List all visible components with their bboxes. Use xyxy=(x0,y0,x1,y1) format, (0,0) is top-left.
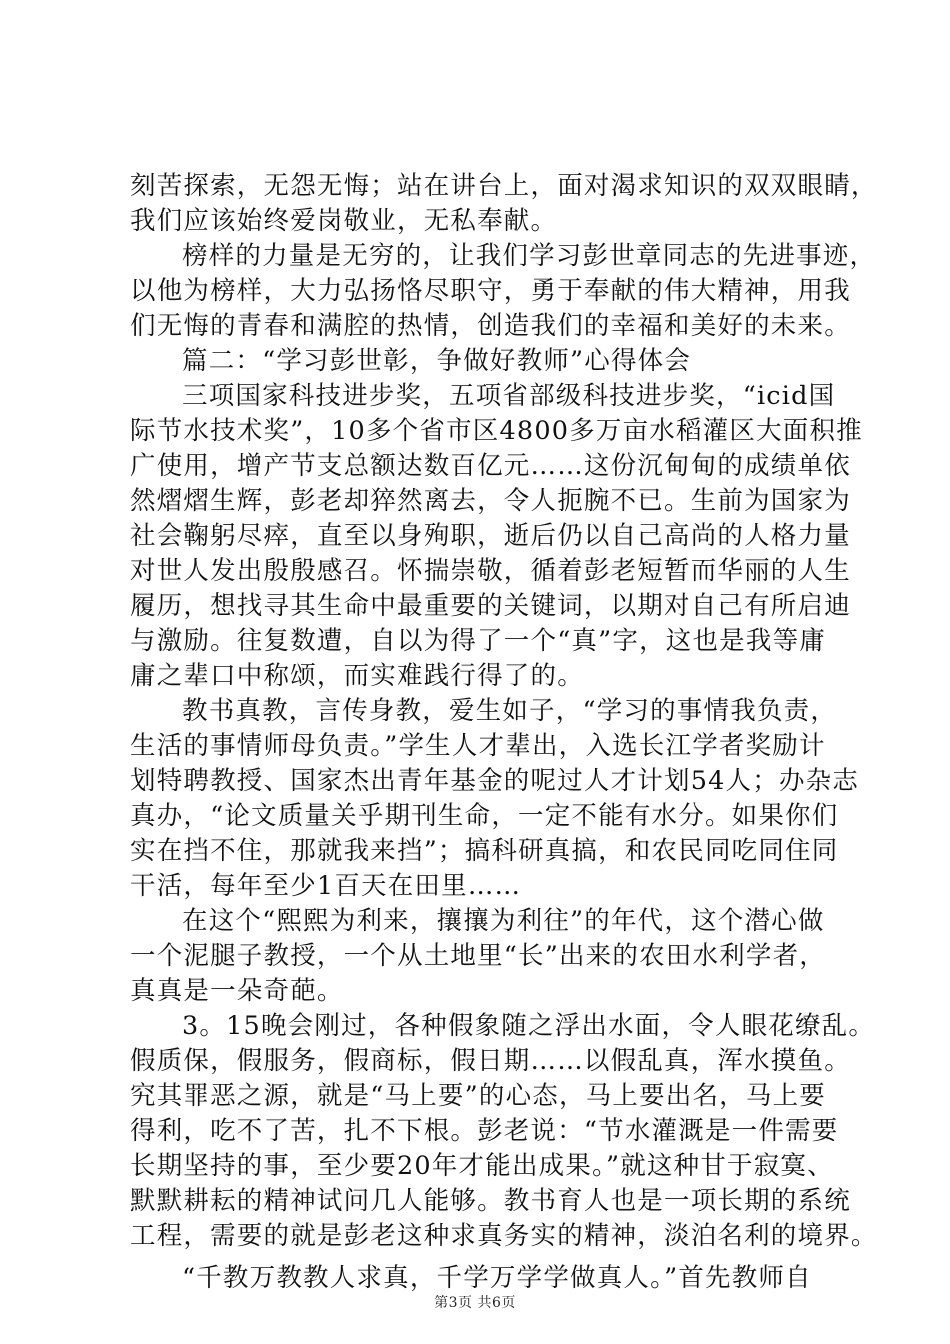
text-line: 真办，“论文质量关乎期刊生命，一定不能有水分。如果你们 xyxy=(130,801,839,831)
text-line: 一个泥腿子教授，一个从土地里“长”出来的农田水利学者， xyxy=(130,941,826,971)
text-line: 长期坚持的事，至少要20年才能出成果。”就这种甘于寂寞、 xyxy=(130,1151,834,1181)
section-heading: 篇二：“学习彭世彰，争做好教师”心得体会 xyxy=(182,346,692,376)
text-line: 生活的事情师母负责。”学生人才辈出，入选长江学者奖励计 xyxy=(130,731,826,761)
text-line: 得利，吃不了苦，扎不下根。彭老说：“节水灌溉是一件需要 xyxy=(130,1116,839,1146)
page-number-footer: 第3页 共6页 xyxy=(434,1295,516,1311)
text-line: 们无悔的青春和满腔的热情，创造我们的幸福和美好的未来。 xyxy=(130,311,851,341)
text-line: 究其罪恶之源，就是“马上要”的心态，马上要出名，马上要 xyxy=(130,1081,826,1111)
text-line: 履历，想找寻其生命中最重要的关键词，以期对自己有所启迪 xyxy=(130,591,851,621)
paragraph-start: “千教万教教人求真，千学万学学做真人。”首先教师自 xyxy=(182,1263,812,1293)
text-line: 默默耕耘的精神试问几人能够。教书育人也是一项长期的系统 xyxy=(130,1186,851,1216)
text-line: 社会鞠躬尽瘁，直至以身殉职，逝后仍以自己高尚的人格力量 xyxy=(130,521,851,551)
text-line: 然熠熠生辉，彭老却猝然离去，令人扼腕不已。生前为国家为 xyxy=(130,486,851,516)
text-line: 广使用，增产节支总额达数百亿元……这份沉甸甸的成绩单依 xyxy=(130,451,851,481)
text-line: 工程，需要的就是彭老这种求真务实的精神，淡泊名利的境界。 xyxy=(130,1221,878,1251)
text-line: 我们应该始终爱岗敬业，无私奉献。 xyxy=(130,206,558,236)
paragraph-start: 教书真教，言传身教，爱生如子，“学习的事情我负责， xyxy=(182,696,838,726)
text-line: 真真是一朵奇葩。 xyxy=(130,976,344,1006)
paragraph-start: 三项国家科技进步奖，五项省部级科技进步奖，“icid国 xyxy=(182,381,836,411)
paragraph-start: 在这个“熙熙为利来，攘攘为利往”的年代，这个潜心做 xyxy=(182,906,825,936)
text-line: 以他为榜样，大力弘扬恪尽职守，勇于奉献的伟大精神，用我 xyxy=(130,276,851,306)
paragraph-start: 榜样的力量是无穷的，让我们学习彭世章同志的先进事迹， xyxy=(182,241,877,271)
text-line: 干活，每年至少1百天在田里…… xyxy=(130,871,522,901)
paragraph-start: 3。15晚会刚过，各种假象随之浮出水面，令人眼花缭乱。 xyxy=(182,1011,876,1041)
text-line: 际节水技术奖”，10多个省市区4800多万亩水稻灌区大面积推 xyxy=(130,416,863,446)
text-line: 划特聘教授、国家杰出青年基金的呢过人才计划54人；办杂志 xyxy=(130,766,860,796)
text-line: 与激励。往复数遭，自以为得了一个“真”字，这也是我等庸 xyxy=(130,626,826,656)
text-line: 对世人发出殷殷感召。怀揣崇敬，循着彭老短暂而华丽的人生 xyxy=(130,556,851,586)
text-line: 假质保，假服务，假商标，假日期……以假乱真，浑水摸鱼。 xyxy=(130,1046,851,1076)
text-line: 庸之辈口中称颂，而实难践行得了的。 xyxy=(130,661,584,691)
text-line: 实在挡不住，那就我来挡”；搞科研真搞，和农民同吃同住同 xyxy=(130,836,839,866)
text-line: 刻苦探索，无怨无悔；站在讲台上，面对渴求知识的双双眼睛， xyxy=(130,171,878,201)
